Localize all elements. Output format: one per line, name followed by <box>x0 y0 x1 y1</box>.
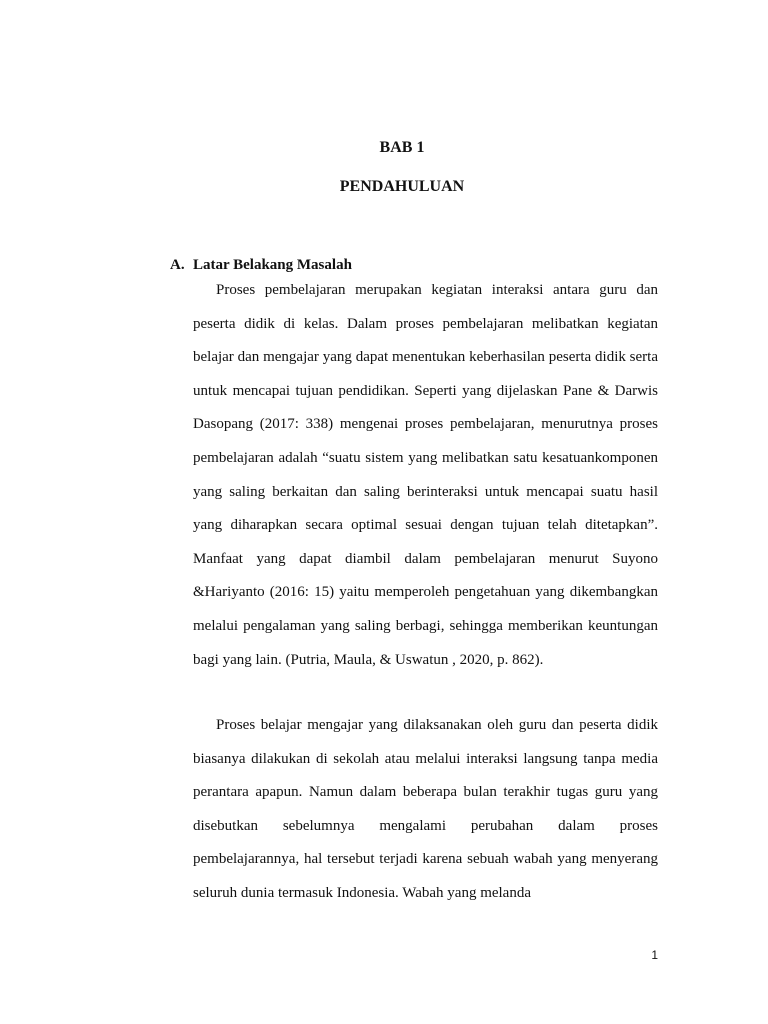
section-title: Latar Belakang Masalah <box>193 257 352 273</box>
section-letter: A. <box>170 257 185 273</box>
paragraph-1: Proses pembelajaran merupakan kegiatan interaksi antara guru dan peserta didik di kelas. Dalam proses pembelajaran melibatkan kegiatan belajar dan mengajar yang dapat menentukan keberhasilan peserta didik serta untuk mencapai tujuan pendidikan. Seperti yang dijelaskan Pane & Darwis Dasopang (2017: 338) mengenai proses pembelajaran, menurutnya proses pembelajaran adalah “suatu sistem yang melibatkan satu kesatuankomponen yang saling berkaitan dan saling berinteraksi untuk mencapai suatu hasil yang diharapkan secara optimal sesuai dengan tujuan telah ditetapkan”. Manfaat yang dapat diambil dalam pembelajaran menurut Suyono &Hariyanto (2016: 15) yaitu memperoleh pengetahuan yang dikembangkan melalui pengalaman yang saling berbagi, sehingga memberikan keuntungan bagi yang lain. (Putria, Maula, & Uswatun , 2020, p. 862). <box>193 282 658 668</box>
chapter-number: BAB 1 <box>379 139 425 156</box>
paragraph-2: Proses belajar mengajar yang dilaksanakan oleh guru dan peserta didik biasanya dilakukan di sekolah atau melalui interaksi langsung tanpa media perantara apapun. Namun dalam beberapa bulan terakhir tugas guru yang disebutkan sebelumnya mengalami perubahan dalam proses pembelajarannya, hal tersebut terjadi karena sebuah wabah yang menyerang seluruh dunia termasuk Indonesia. Wabah yang melanda <box>193 717 658 901</box>
chapter-title: PENDAHULUAN <box>339 178 465 195</box>
page-number: 1 <box>651 948 658 962</box>
section-heading <box>170 255 352 275</box>
